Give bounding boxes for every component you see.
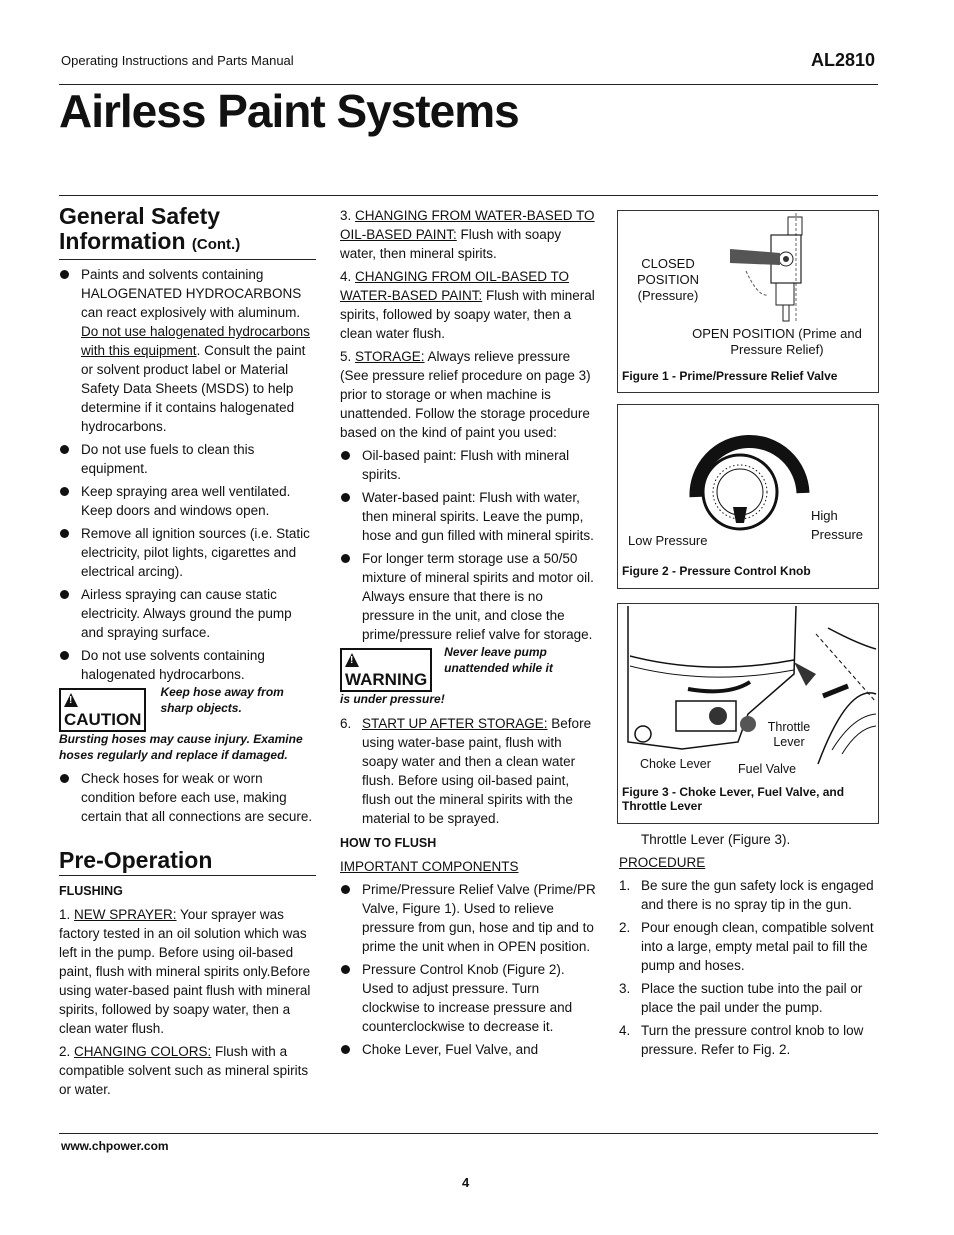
throttle-lever-label: Throttle Lever — [767, 720, 811, 749]
warning-triangle-icon: ! — [64, 693, 78, 707]
para-label: NEW SPRAYER: — [74, 907, 177, 922]
caution-side-text: Keep hose away from sharp objects. — [160, 685, 284, 715]
fuel-valve-label: Fuel Valve — [738, 762, 797, 776]
list-item: Choke Lever, Fuel Valve, and — [340, 1040, 598, 1059]
section-heading-safety-2 — [59, 229, 316, 260]
important-components-heading: IMPORTANT COMPONENTS — [340, 858, 519, 874]
bullet-underlined: Do not use halogenated hydrocarbons with this equipment — [81, 324, 310, 358]
figure-3-caption: Figure 3 - Choke Lever, Fuel Valve, and Throttle Lever — [622, 785, 845, 813]
figure-2-caption: Figure 2 - Pressure Control Knob — [622, 564, 811, 578]
caution-label: CAUTION — [64, 710, 142, 729]
warning-badge — [340, 648, 432, 692]
para-label: CHANGING COLORS: — [74, 1044, 212, 1059]
section-heading-safety — [59, 204, 316, 229]
storage-list — [340, 446, 598, 644]
figure-3 — [617, 603, 879, 824]
list-item: Airless spraying can cause static electricity. Always ground the pump and spraying surface. — [59, 585, 316, 642]
paragraph-storage — [340, 347, 598, 442]
pressure-knob-illustration — [618, 405, 878, 588]
figure-2 — [617, 404, 879, 589]
item-number: 2. — [619, 920, 631, 935]
high-pressure-label: High Pressure — [811, 508, 864, 542]
para-num: 3. — [340, 208, 356, 223]
list-item: Prime/Pressure Relief Valve (Prime/PR Valve, Figure 1). Used to relieve pressure from gun, hose and tip and to prime the unit when in OPEN position. — [340, 880, 598, 956]
list-item: Pressure Control Knob (Figure 2). Used to adjust pressure. Turn clockwise to increase pressure and counterclockwise to decrease it. — [340, 960, 598, 1036]
para-num: 2. — [59, 1044, 75, 1059]
flushing-subheading: FLUSHING — [59, 884, 123, 898]
footer-website-link[interactable]: www.chpower.com — [61, 1139, 169, 1153]
item-text: Pour enough clean, compatible solvent into a large, empty metal pail to fill the pump and hoses. — [641, 920, 874, 973]
list-item: For longer term storage use a 50/50 mixture of mineral spirits and motor oil. Always ensure that there is no pressure in the unit, and close the prime/pressure relief valve for storage. — [340, 549, 598, 644]
warning-triangle-icon: ! — [345, 653, 359, 667]
components-continued: Throttle Lever (Figure 3). — [641, 832, 791, 847]
para-text: Your sprayer was factory tested in an oil solution which was left in the pump. Before using oil-based paint, flush with mineral spirits only.Before using water-based paint flush with mineral spirits, followed by soapy water, then a clean water flush. — [59, 907, 311, 1036]
components-list — [340, 880, 598, 1059]
page-title: Airless Paint Systems — [59, 85, 519, 137]
para-label: STORAGE: — [355, 349, 425, 364]
list-item — [619, 918, 877, 975]
list-item: Do not use fuels to clean this equipment. — [59, 440, 316, 478]
warning-text: is under pressure! — [340, 692, 445, 706]
heading-line-1: General Safety — [59, 203, 221, 229]
hose-list — [59, 769, 316, 826]
open-position-label: OPEN POSITION (Prime and Pressure Relief) — [692, 326, 862, 357]
list-item — [619, 979, 877, 1017]
paragraph-new-sprayer — [59, 905, 316, 1038]
list-item: Remove all ignition sources (i.e. Static electricity, pilot lights, cigarettes and electrical arcing). — [59, 524, 316, 581]
item-number: 1. — [619, 878, 631, 893]
para-text: Flush with soapy water, then mineral spirits. — [340, 227, 562, 261]
procedure-list — [619, 876, 877, 1059]
caution-text: Bursting hoses may cause injury. Examine hoses regularly and replace if damaged. — [59, 732, 303, 762]
para-text: Flush with mineral spirits, followed by soapy water, then a clean water flush. — [340, 288, 595, 341]
para-label: START UP AFTER STORAGE: — [362, 715, 548, 731]
item-text: Be sure the gun safety lock is engaged and there is no spray tip in the gun. — [641, 878, 874, 912]
para-label: CHANGING FROM WATER-BASED TO OIL-BASED PAINT: — [340, 208, 595, 242]
procedure-heading: PROCEDURE — [619, 855, 706, 870]
item-number: 4. — [619, 1023, 631, 1038]
list-item — [340, 714, 598, 828]
warning-label: WARNING — [345, 670, 428, 689]
item-number: 6. — [340, 715, 352, 731]
para-num: 1. — [59, 907, 75, 922]
list-item: Check hoses for weak or worn condition before each use, making certain that all connections are secure. — [59, 769, 316, 826]
safety-list — [59, 265, 316, 684]
warning-box — [340, 645, 598, 708]
choke-lever-label: Choke Lever — [640, 757, 711, 771]
list-item: Oil-based paint: Flush with mineral spirits. — [340, 446, 598, 484]
para-text: Always relieve pressure (See pressure relief procedure on page 3) prior to storage or when machine is unattended. Follow the storage procedure based on the kind of paint you used: — [340, 349, 591, 440]
column-middle — [340, 206, 598, 1063]
heading-line-2: Information — [59, 228, 186, 254]
bullet-text: . Consult the paint or solvent product label or Material Safety Data Sheets (MSDS) to help determine if it contains halogenated hydrocarbons. — [81, 343, 306, 434]
how-to-flush-heading: HOW TO FLUSH — [340, 835, 437, 850]
model-number: AL2810 — [810, 50, 875, 70]
para-text: Flush with a compatible solvent such as mineral spirits or water. — [59, 1044, 309, 1097]
para-text: Before using water-base paint, flush with soapy water and then a clean water flush. Before using oil-based paint, flush out the mineral spirits with the material to be sprayed. — [362, 715, 592, 826]
caution-box — [59, 685, 316, 763]
page-number: 4 — [462, 1175, 470, 1190]
footer-divider — [59, 1133, 878, 1134]
para-label: CHANGING FROM OIL-BASED TO WATER-BASED PAINT: — [340, 269, 570, 303]
list-item: Water-based paint: Flush with water, then mineral spirits. Leave the pump, hose and gun filled with mineral spirits. — [340, 488, 598, 545]
item-text: Turn the pressure control knob to low pressure. Refer to Fig. 2. — [641, 1023, 864, 1057]
item-number: 3. — [619, 981, 631, 996]
para-num: 5. — [340, 349, 356, 364]
list-item — [59, 265, 316, 436]
bullet-text: Paints and solvents containing HALOGENATED HYDROCARBONS can react explosively with aluminum. — [81, 267, 302, 320]
section-heading-preop: Pre-Operation — [59, 848, 316, 876]
low-pressure-label: Low Pressure — [628, 533, 708, 548]
manual-subtitle: Operating Instructions and Parts Manual — [61, 53, 294, 68]
paragraph-oil-to-water — [340, 267, 598, 343]
heading-cont: (Cont.) — [191, 236, 241, 253]
list-item: Do not use solvents containing halogenated hydrocarbons. — [59, 646, 316, 684]
para-num: 4. — [340, 269, 356, 284]
caution-badge — [59, 688, 146, 732]
list-item — [619, 1021, 877, 1059]
warning-side-text: Never leave pump unattended while it — [444, 645, 553, 675]
figure-1 — [617, 210, 879, 393]
title-divider — [59, 195, 878, 196]
closed-position-label: CLOSED POSITION (Pressure) — [636, 256, 700, 303]
paragraph-water-to-oil — [340, 206, 598, 263]
paragraph-changing-colors — [59, 1042, 316, 1099]
column-left — [59, 204, 316, 1103]
list-item — [619, 876, 877, 914]
figure-1-caption: Figure 1 - Prime/Pressure Relief Valve — [622, 369, 838, 383]
item-text: Place the suction tube into the pail or place the pail under the pump. — [641, 981, 863, 1015]
column-right — [619, 830, 877, 1063]
list-item: Keep spraying area well ventilated. Keep doors and windows open. — [59, 482, 316, 520]
startup-list — [340, 714, 598, 828]
